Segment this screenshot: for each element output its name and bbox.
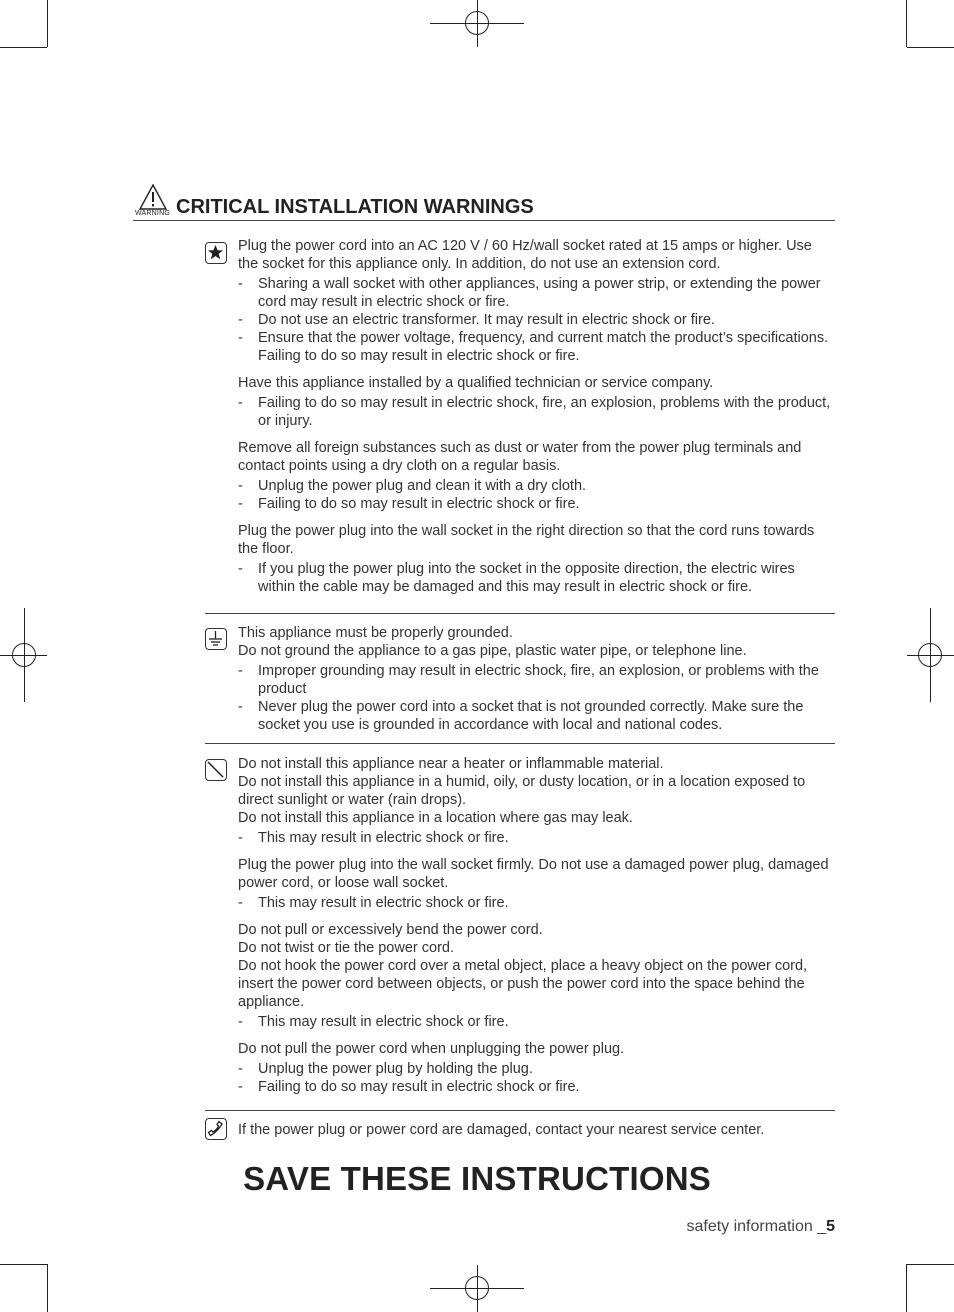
bullet-item <box>238 662 835 698</box>
warning-label: WARNING <box>135 210 170 217</box>
star-icon <box>205 242 227 264</box>
warning-group <box>238 755 835 847</box>
warning-text <box>238 624 835 660</box>
section-title: CRITICAL INSTALLATION WARNINGS <box>176 196 534 218</box>
bullet-item <box>238 560 835 596</box>
warning-text <box>238 237 835 273</box>
warning-text <box>238 1121 835 1139</box>
save-instructions-title: SAVE THESE INSTRUCTIONS <box>243 1160 711 1197</box>
crop-mark <box>47 1264 48 1312</box>
bullet-text: Failing to do so may result in electric shock or fire. <box>258 1079 580 1095</box>
registration-circle <box>465 11 489 35</box>
bullet-text: Ensure that the power voltage, frequency, and current match the product’s specifications. Failing to do so may result in electric shock or fire. <box>258 330 829 364</box>
warning-text <box>238 856 835 892</box>
warning-group <box>238 856 835 912</box>
warning-group <box>238 237 835 365</box>
warning-line: Do not ground the appliance to a gas pipe, plastic water pipe, or telephone line. <box>238 643 747 659</box>
warning-block-grounding <box>205 613 835 733</box>
registration-circle <box>12 643 36 667</box>
warning-group <box>238 374 835 430</box>
warning-block-service <box>205 1110 835 1138</box>
warning-group <box>238 1040 835 1096</box>
warning-text <box>238 522 835 558</box>
warning-line: Plug the power cord into an AC 120 V / 60 Hz/wall socket rated at 15 amps or higher. Use the socket for this appliance only. In addition, do not use an extension cord. <box>238 238 812 272</box>
warning-group <box>238 624 835 734</box>
bullet-item <box>238 829 835 847</box>
block-content <box>238 624 835 743</box>
warning-text <box>238 439 835 475</box>
bullet-dash: - <box>238 830 243 846</box>
bullet-text: If you plug the power plug into the socket in the opposite direction, the electric wires within the cable may be damaged and this may result in electric shock or fire. <box>258 561 795 595</box>
registration-circle <box>918 643 942 667</box>
bullet-text: This may result in electric shock or fire. <box>258 1014 509 1030</box>
bullet-item <box>238 1060 835 1078</box>
warning-line: Do not install this appliance near a heater or inflammable material. <box>238 756 664 772</box>
bullet-item <box>238 311 835 329</box>
warning-group <box>238 921 835 1031</box>
bullet-text: Improper grounding may result in electric shock, fire, an explosion, or problems with the product <box>258 663 819 697</box>
bullet-item <box>238 1013 835 1031</box>
crop-mark <box>0 47 47 48</box>
bullet-dash: - <box>238 663 243 679</box>
block-content <box>238 237 835 605</box>
warning-line: If the power plug or power cord are damaged, contact your nearest service center. <box>238 1122 765 1138</box>
bullet-item <box>238 275 835 311</box>
bullet-item <box>238 495 835 513</box>
bullet-item <box>238 698 835 734</box>
bullet-item <box>238 1078 835 1096</box>
warning-text <box>238 374 835 392</box>
bullet-dash: - <box>238 1061 243 1077</box>
warning-line: Plug the power plug into the wall socket firmly. Do not use a damaged power plug, damaged power cord, or loose wall socket. <box>238 857 829 891</box>
registration-circle <box>465 1276 489 1300</box>
crop-mark <box>906 1264 907 1312</box>
bullet-dash: - <box>238 330 243 346</box>
warning-line: Do not install this appliance in a humid, oily, or dusty location, or in a location exposed to direct sunlight or water (rain drops). <box>238 774 806 808</box>
warning-text <box>238 755 835 827</box>
bullet-text: Failing to do so may result in electric shock or fire. <box>258 496 580 512</box>
bullet-dash: - <box>238 478 243 494</box>
bullet-dash: - <box>238 561 243 577</box>
warning-group <box>238 439 835 513</box>
bullet-text: Sharing a wall socket with other appliances, using a power strip, or extending the power cord may result in electric shock or fire. <box>258 276 821 310</box>
warning-line: Do not twist or tie the power cord. <box>238 940 454 956</box>
warning-text <box>238 921 835 1011</box>
warning-group <box>238 1121 835 1139</box>
footer-section: safety information _ <box>686 1218 827 1235</box>
warning-line: Have this appliance installed by a qualified technician or service company. <box>238 375 714 391</box>
bullet-dash: - <box>238 1014 243 1030</box>
bullet-dash: - <box>238 312 243 328</box>
crop-mark <box>907 1264 954 1265</box>
bullet-text: This may result in electric shock or fire. <box>258 895 509 911</box>
warning-group <box>238 522 835 596</box>
page-footer <box>686 1218 835 1236</box>
warning-line: Plug the power plug into the wall socket in the right direction so that the cord runs towards the floor. <box>238 523 815 557</box>
crop-mark <box>906 0 907 47</box>
bullet-text: Do not use an electric transformer. It may result in electric shock or fire. <box>258 312 715 328</box>
crop-mark <box>0 1264 47 1265</box>
warning-line: Do not pull or excessively bend the power cord. <box>238 922 543 938</box>
bullet-item <box>238 329 835 365</box>
warning-line: Do not install this appliance in a location where gas may leak. <box>238 810 633 826</box>
bullet-text: Unplug the power plug by holding the plug. <box>258 1061 533 1077</box>
bullet-item <box>238 477 835 495</box>
prohibited-icon <box>205 759 227 781</box>
warning-line: Do not hook the power cord over a metal object, place a heavy object on the power cord, insert the power cord between objects, or push the power cord into the space behind the appliance. <box>238 958 808 1010</box>
bullet-text: Never plug the power cord into a socket that is not grounded correctly. Make sure the socket you use is grounded in accordance with local and national codes. <box>258 699 804 733</box>
page-number: 5 <box>826 1218 835 1235</box>
bullet-item <box>238 894 835 912</box>
bullet-item <box>238 394 835 430</box>
warning-text <box>238 1040 835 1058</box>
block-content <box>238 755 835 1105</box>
warning-line: Do not pull the power cord when unplugging the power plug. <box>238 1041 625 1057</box>
bullet-text: Failing to do so may result in electric shock, fire, an explosion, problems with the product, or injury. <box>258 395 831 429</box>
crop-mark <box>907 47 954 48</box>
bullet-text: This may result in electric shock or fire. <box>258 830 509 846</box>
bullet-dash: - <box>238 395 243 411</box>
bullet-dash: - <box>238 496 243 512</box>
section-header <box>133 184 835 221</box>
bullet-dash: - <box>238 1079 243 1095</box>
crop-mark <box>47 0 48 47</box>
warning-line: Remove all foreign substances such as dust or water from the power plug terminals and contact points using a dry cloth on a regular basis. <box>238 440 802 474</box>
bullet-text: Unplug the power plug and clean it with a dry cloth. <box>258 478 587 494</box>
bullet-dash: - <box>238 895 243 911</box>
warning-line: This appliance must be properly grounded. <box>238 625 513 641</box>
phone-icon <box>205 1118 227 1140</box>
warning-block-location <box>205 743 835 1095</box>
ground-icon <box>205 628 227 650</box>
bullet-dash: - <box>238 276 243 292</box>
bullet-dash: - <box>238 699 243 715</box>
block-content <box>238 1121 835 1148</box>
